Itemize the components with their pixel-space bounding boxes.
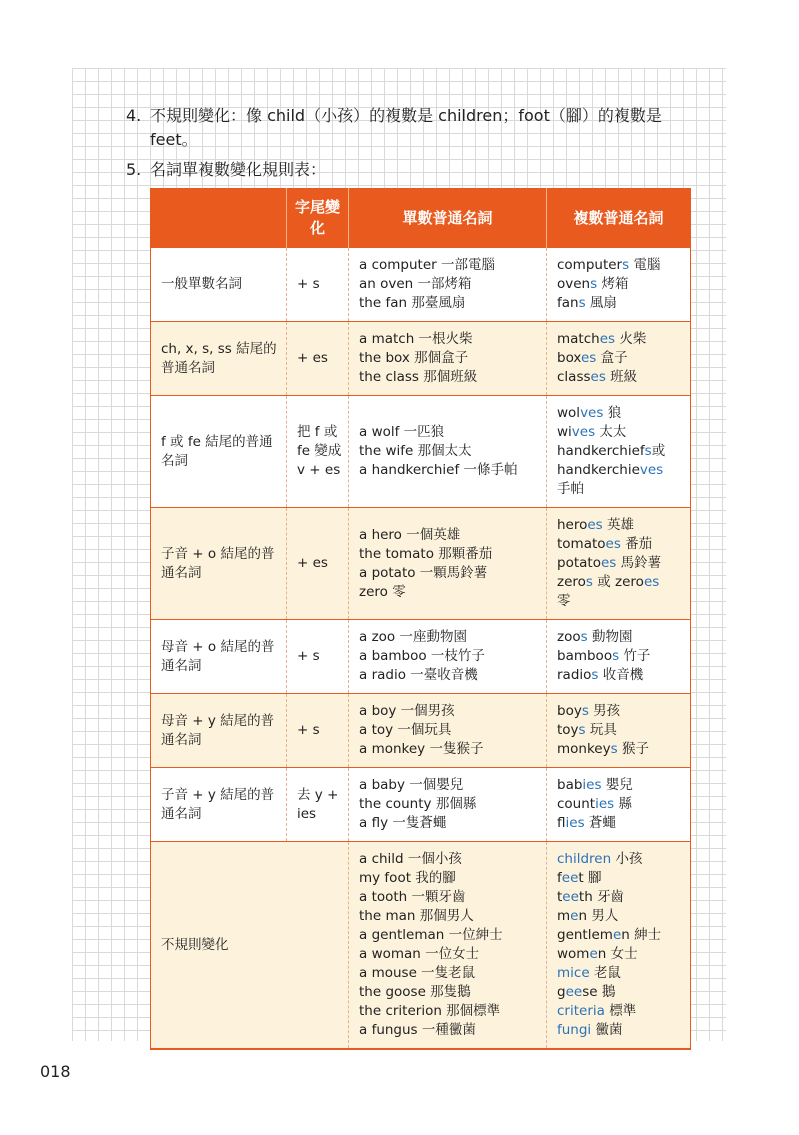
rule-category: ch, x, s, ss 結尾的普通名詞 — [151, 322, 287, 396]
plural-ending-highlight: es — [590, 369, 606, 385]
plural-example — [557, 535, 684, 554]
plural-text: fl — [557, 815, 566, 831]
plural-text: 動物園 — [587, 629, 633, 645]
singular-example: a baby 一個嬰兒 — [359, 777, 464, 793]
plural-text: 竹子 — [619, 648, 651, 664]
plural-ending-highlight: e — [612, 927, 622, 943]
singular-example: a monkey 一隻猴子 — [359, 741, 484, 757]
plural-text: 火柴 — [615, 331, 647, 347]
singular-example: a toy 一個玩具 — [359, 722, 452, 738]
plural-ending-highlight: s — [581, 703, 589, 719]
note-5 — [126, 158, 706, 182]
singular-example: a gentleman 一位紳士 — [359, 927, 503, 943]
plural-example — [557, 945, 684, 964]
plural-text: class — [557, 369, 591, 385]
plural-text: radio — [557, 667, 592, 683]
rule-suffix: + s — [287, 620, 349, 694]
plural-example — [557, 628, 684, 647]
plural-ending-highlight: s — [590, 276, 598, 292]
plural-text: handkerchief — [557, 443, 645, 459]
singular-example: a radio 一臺收音機 — [359, 667, 478, 683]
singular-examples — [349, 322, 547, 396]
plural-text: 番茄 — [620, 536, 653, 552]
plural-ending-highlight: ves — [571, 424, 596, 440]
plural-examples — [547, 620, 691, 694]
plural-example — [557, 907, 684, 926]
plural-text: 狼 — [603, 405, 622, 421]
rule-category: 母音 + y 結尾的普通名詞 — [151, 694, 287, 768]
plural-ending-highlight: es — [600, 555, 617, 571]
plural-text: g — [557, 984, 566, 1000]
rule-suffix: 去 y + ies — [287, 768, 349, 842]
plural-text: fan — [557, 295, 579, 311]
plural-example — [557, 1002, 684, 1021]
plural-text: zoo — [557, 629, 581, 645]
plural-text: bab — [557, 777, 583, 793]
singular-example: my foot 我的腳 — [359, 870, 456, 886]
table-row — [151, 620, 691, 694]
plural-example — [557, 480, 684, 499]
plural-ending-highlight: es — [581, 350, 597, 366]
plural-example — [557, 983, 684, 1002]
plural-example — [557, 740, 684, 759]
rule-category: 不規則變化 — [151, 842, 349, 1050]
rule-suffix: 把 f 或 fe 變成 v + es — [287, 396, 349, 508]
plural-text: box — [557, 350, 581, 366]
plural-text: t 腳 — [578, 870, 602, 886]
plural-text: match — [557, 331, 600, 347]
note-number: 5. — [126, 160, 142, 179]
singular-example: a potato 一顆馬鈴薯 — [359, 564, 488, 581]
plural-text: n 女士 — [597, 946, 638, 962]
plural-text: 盒子 — [596, 350, 628, 366]
table-body — [151, 248, 691, 1049]
rule-suffix: + es — [287, 508, 349, 620]
plural-examples — [547, 508, 691, 620]
table-row — [151, 694, 691, 768]
plural-text: 蒼蠅 — [584, 815, 616, 831]
note-text: 不規則變化：像 child（小孩）的複數是 children；foot（腳）的複數是 feet。 — [150, 106, 662, 149]
plural-text: tomato — [557, 536, 606, 552]
plural-text: zero — [557, 574, 586, 590]
plural-text: 男孩 — [588, 703, 621, 719]
rule-suffix: + es — [287, 322, 349, 396]
plural-ending-highlight: s — [612, 648, 620, 664]
singular-example: a woman 一位女士 — [359, 946, 480, 962]
plural-examples — [547, 694, 691, 768]
plural-text: 小孩 — [611, 851, 643, 867]
rule-category: f 或 fe 結尾的普通名詞 — [151, 396, 287, 508]
singular-example: a handkerchief 一條手帕 — [359, 462, 518, 478]
plural-text: 嬰兒 — [601, 777, 633, 793]
plural-text: potato — [557, 555, 601, 571]
plural-text: n 紳士 — [621, 927, 662, 943]
header-plural: 複數普通名詞 — [547, 188, 691, 248]
plural-example — [557, 869, 684, 888]
singular-example: the box 那個盒子 — [359, 350, 469, 366]
plural-ending-highlight: s — [610, 741, 618, 757]
singular-examples — [349, 694, 547, 768]
plural-example — [557, 275, 684, 294]
plural-ending-highlight: ves — [639, 462, 664, 478]
plural-text: 班級 — [605, 369, 638, 385]
plural-text: f — [557, 870, 562, 886]
plural-text: wi — [557, 424, 572, 440]
singular-example: a wolf 一匹狼 — [359, 424, 445, 440]
plural-text: 英雄 — [602, 517, 635, 533]
plural-example — [557, 776, 684, 795]
plural-text: 或 zero — [592, 574, 644, 590]
plural-ending-highlight: e — [570, 908, 579, 924]
singular-examples — [349, 768, 547, 842]
plural-example — [557, 702, 684, 721]
plural-text: wol — [557, 405, 581, 421]
singular-example: a mouse 一隻老鼠 — [359, 965, 476, 981]
singular-example: a hero 一個英雄 — [359, 526, 461, 543]
header-suffix: 字尾變化 — [287, 188, 349, 248]
plural-text: toy — [557, 722, 579, 738]
plural-example — [557, 850, 684, 869]
plural-text: se 鵝 — [582, 984, 616, 1000]
plural-examples — [547, 768, 691, 842]
rule-category: 子音 + y 結尾的普通名詞 — [151, 768, 287, 842]
plural-example — [557, 814, 684, 833]
plural-examples — [547, 248, 691, 322]
note-number: 4. — [126, 106, 142, 125]
header-singular: 單數普通名詞 — [349, 188, 547, 248]
plural-text: 零 — [557, 593, 571, 609]
singular-examples — [349, 620, 547, 694]
plural-example — [557, 888, 684, 907]
rule-suffix: + s — [287, 248, 349, 322]
plural-example — [557, 592, 684, 611]
plural-text: gentlem — [557, 927, 613, 943]
plural-ending-highlight: s — [585, 574, 593, 590]
plural-ending-highlight: s — [644, 443, 652, 459]
singular-example: an oven 一部烤箱 — [359, 276, 472, 292]
plural-example — [557, 256, 684, 275]
plural-ending-highlight: es — [643, 574, 660, 590]
plural-example — [557, 423, 684, 442]
plural-text: count — [557, 796, 596, 812]
plural-text: 或 — [651, 443, 666, 459]
singular-example: the criterion 那個標準 — [359, 1003, 501, 1019]
plural-ending-highlight: ies — [582, 777, 602, 793]
plural-ending-highlight: children — [557, 851, 612, 867]
singular-example: the county 那個縣 — [359, 796, 477, 812]
plural-ending-highlight: s — [578, 722, 586, 738]
plural-ending-highlight: ies — [565, 815, 585, 831]
notes — [126, 104, 706, 188]
singular-example: the fan 那臺風扇 — [359, 295, 466, 311]
plural-ending-highlight: s — [578, 295, 586, 311]
plural-examples — [547, 322, 691, 396]
note-4 — [126, 104, 706, 152]
table-row — [151, 396, 691, 508]
plural-text: 電腦 — [629, 257, 661, 273]
plural-text: m — [557, 908, 571, 924]
plural-example — [557, 349, 684, 368]
note-text: 名詞單複數變化規則表： — [150, 160, 327, 179]
plural-text: 玩具 — [585, 722, 617, 738]
page-number: 018 — [40, 1062, 71, 1081]
plural-ending-highlight: ves — [580, 405, 604, 421]
plural-text: 標準 — [604, 1003, 637, 1019]
singular-examples — [349, 396, 547, 508]
rule-suffix: + s — [287, 694, 349, 768]
singular-example: a bamboo 一枝竹子 — [359, 648, 485, 664]
plural-example — [557, 721, 684, 740]
singular-example: the man 那個男人 — [359, 908, 474, 924]
plural-text: t — [557, 889, 563, 905]
rule-category: 母音 + o 結尾的普通名詞 — [151, 620, 287, 694]
plural-text: 烤箱 — [597, 276, 629, 292]
singular-example: a zoo 一座動物園 — [359, 629, 467, 645]
plural-example — [557, 294, 684, 313]
plural-text: 手帕 — [557, 481, 584, 497]
singular-example: a match 一根火柴 — [359, 331, 473, 347]
plural-ending-highlight: s — [622, 257, 630, 273]
plural-ending-highlight: e — [589, 946, 598, 962]
plural-ending-highlight: es — [605, 536, 621, 552]
plural-examples — [547, 396, 691, 508]
plural-text: oven — [557, 276, 591, 292]
plural-text: wom — [557, 946, 590, 962]
plural-example — [557, 404, 684, 423]
table-row — [151, 508, 691, 620]
singular-example: the wife 那個太太 — [359, 443, 472, 459]
plural-example — [557, 330, 684, 349]
plural-text: 收音機 — [598, 667, 644, 683]
plural-example — [557, 1021, 684, 1040]
plural-example — [557, 666, 684, 685]
plural-text: 黴菌 — [591, 1022, 623, 1038]
plural-ending-highlight: criteria — [557, 1003, 605, 1019]
singular-example: a tooth 一顆牙齒 — [359, 889, 466, 905]
singular-example: a fungus 一種黴菌 — [359, 1022, 476, 1038]
plural-example — [557, 442, 684, 461]
plural-text: handkerchie — [557, 462, 640, 478]
plural-ending-highlight: ee — [565, 984, 583, 1000]
plural-examples — [547, 842, 691, 1050]
table-row — [151, 322, 691, 396]
plural-text: n 男人 — [578, 908, 619, 924]
plural-example — [557, 795, 684, 814]
plural-ending-highlight: ee — [562, 889, 579, 905]
plural-ending-highlight: mice — [557, 965, 590, 981]
singular-example: zero 零 — [359, 583, 406, 600]
plural-text: bamboo — [557, 648, 613, 664]
singular-example: a child 一個小孩 — [359, 851, 462, 867]
plural-example — [557, 554, 684, 573]
plural-ending-highlight: s — [591, 667, 599, 683]
plural-text: th 牙齒 — [578, 889, 625, 905]
plural-text: computer — [557, 257, 623, 273]
plural-example — [557, 461, 684, 480]
plural-text: 老鼠 — [589, 965, 621, 981]
plural-ending-highlight: fungi — [557, 1022, 592, 1038]
plural-example — [557, 516, 684, 535]
plural-example — [557, 368, 684, 387]
plural-text: boy — [557, 703, 582, 719]
plural-text: 太太 — [595, 424, 627, 440]
plural-text: 縣 — [614, 796, 632, 812]
plural-text: monkey — [557, 741, 611, 757]
singular-example: the goose 那隻鵝 — [359, 984, 471, 1000]
plural-example — [557, 964, 684, 983]
plural-text: 風扇 — [585, 295, 617, 311]
plural-text: hero — [557, 517, 588, 533]
plural-text: 猴子 — [617, 741, 649, 757]
plural-example — [557, 573, 684, 592]
plural-rules-table — [150, 188, 691, 1050]
singular-examples — [349, 508, 547, 620]
rule-category: 子音 + o 結尾的普通名詞 — [151, 508, 287, 620]
plural-ending-highlight: es — [599, 331, 616, 347]
singular-example: a computer 一部電腦 — [359, 257, 495, 273]
singular-example: the tomato 那顆番茄 — [359, 545, 493, 562]
plural-example — [557, 647, 684, 666]
singular-examples — [349, 842, 547, 1050]
table-row — [151, 842, 691, 1050]
singular-examples — [349, 248, 547, 322]
table-row — [151, 248, 691, 322]
singular-example: a fly 一隻蒼蠅 — [359, 815, 447, 831]
header-category — [151, 188, 287, 248]
singular-example: a boy 一個男孩 — [359, 703, 455, 719]
plural-ending-highlight: s — [580, 629, 588, 645]
rule-category: 一般單數名詞 — [151, 248, 287, 322]
plural-text: 馬鈴薯 — [616, 555, 662, 571]
plural-ending-highlight: ee — [561, 870, 579, 886]
table-row — [151, 768, 691, 842]
plural-ending-highlight: ies — [595, 796, 615, 812]
singular-example: the class 那個班級 — [359, 369, 478, 385]
plural-ending-highlight: es — [587, 517, 603, 533]
plural-example — [557, 926, 684, 945]
table-header-row — [151, 188, 691, 248]
